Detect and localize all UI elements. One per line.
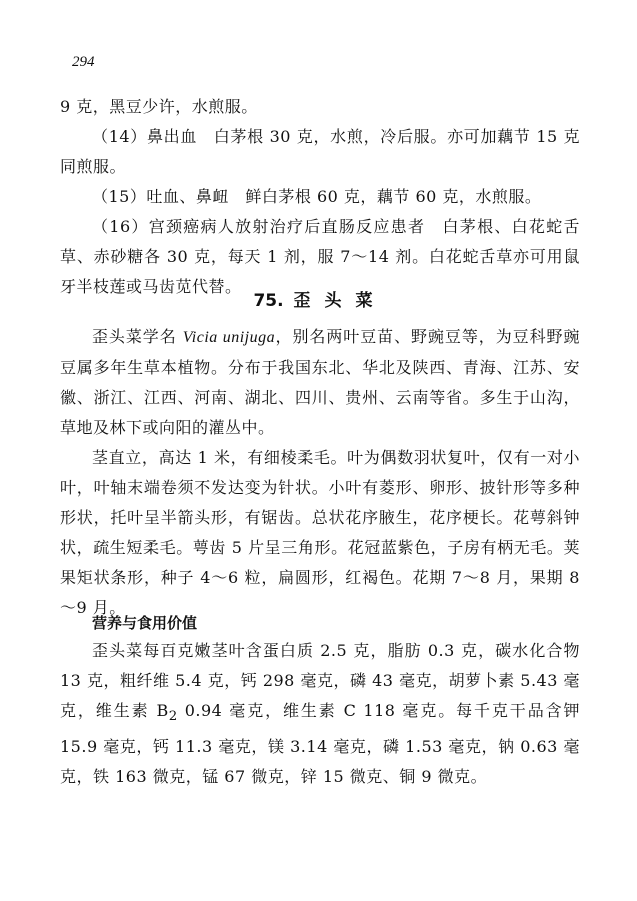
page-number: 294 bbox=[72, 54, 95, 70]
nutrition-text-1: 歪头菜每百克嫩茎叶含蛋白质 2.5 克，脂肪 0.3 克，碳水化合物 13 克，粗纤维 5.4 克，钙 298 毫克，磷 43 毫克，胡萝卜素 5.43 毫克，维生素 B bbox=[60, 641, 580, 720]
nutrition-text-2: 0.94 毫克，维生素 C 118 毫克。每千克干品含钾 15.9 毫克，钙 11.3 毫克，镁 3.14 毫克，磷 1.53 毫克，钠 0.63 毫克，铁 163 微克，锰 67 微克，锌 15 微克、铜 9 微克。 bbox=[60, 701, 580, 787]
section-title-text: 歪头菜 bbox=[293, 291, 387, 311]
intro-rest: ，别名两叶豆苗、野豌豆等，为豆科野豌豆属多年生草本植物。分布于我国东北、华北及陕西、青海、江苏、安徽、浙江、江西、河南、湖北、四川、贵州、云南等省。多生于山沟，草地及林下或向阳的灌丛中。 bbox=[60, 327, 580, 437]
nutrition-heading: 营养与食用价值 bbox=[92, 614, 198, 632]
section-title bbox=[60, 286, 580, 311]
latin-name: Vicia unijuga bbox=[182, 329, 276, 346]
continuation-line: 9 克，黑豆少许，水煎服。 bbox=[60, 97, 258, 116]
section-number: 75. bbox=[253, 291, 284, 311]
remedy-14: （14）鼻出血 白茅根 30 克，水煎，冷后服。亦可加藕节 15 克同煎服。 bbox=[60, 127, 580, 176]
remedy-15: （15）吐血、鼻衄 鲜白茅根 60 克，藕节 60 克，水煎服。 bbox=[92, 187, 542, 206]
intro-paragraph bbox=[60, 322, 580, 443]
remedy-16: （16）宫颈癌病人放射治疗后直肠反应患者 白茅根、白花蛇舌草、赤砂糖各 30 克，每天 1 剂，服 7～14 剂。白花蛇舌草亦可用鼠牙半枝莲或马齿苋代替。 bbox=[60, 217, 580, 296]
morphology-paragraph: 茎直立，高达 1 米，有细棱柔毛。叶为偶数羽状复叶，仅有一对小叶，叶轴末端卷须不发达变为针状。小叶有菱形、卵形、披针形等多种形状，托叶呈半箭头形，有锯齿。总状花序腋生，花序梗长。花萼斜钟状，疏生短柔毛。萼齿 5 片呈三角形。花冠蓝紫色，子房有柄无毛。荚果矩状条形，种子 4～6 粒，扁圆形，红褐色。花期 7～8 月，果期 8～9 月。 bbox=[60, 448, 580, 617]
nutrition-paragraph bbox=[60, 636, 580, 792]
plant-description bbox=[60, 322, 580, 623]
vitamin-subscript: 2 bbox=[168, 709, 178, 725]
continued-remedy-text bbox=[60, 92, 580, 302]
nutrition-section bbox=[60, 636, 580, 792]
intro-start: 歪头菜学名 bbox=[92, 327, 183, 346]
